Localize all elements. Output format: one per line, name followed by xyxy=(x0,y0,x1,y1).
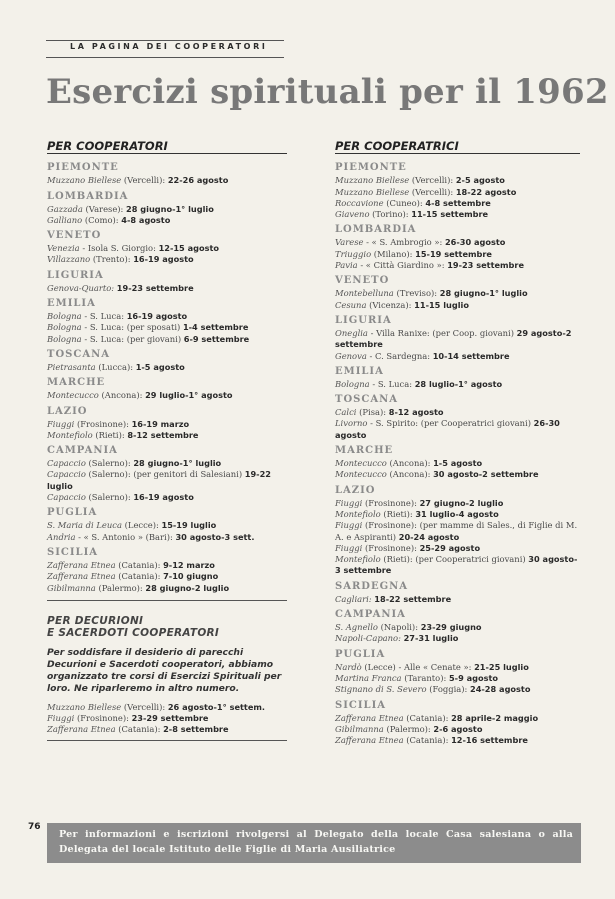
entry-place: Nardò xyxy=(335,661,362,672)
entry-date: 26-30 agosto xyxy=(444,237,506,248)
entry-date: 28 giugno-2 luglio xyxy=(145,582,230,593)
entry-date: 7-10 giugno xyxy=(163,571,219,582)
entry-detail: (Taranto): xyxy=(401,672,449,683)
entry-place: Bologna xyxy=(335,378,370,389)
schedule-entry xyxy=(47,311,287,322)
entry-date: 28 luglio-1° agosto xyxy=(414,378,503,389)
schedule-entry xyxy=(335,288,580,299)
entry-detail: - Isola S. Giorgio: xyxy=(79,243,159,254)
entry-place: Capaccio xyxy=(47,458,86,469)
entry-place: Martina Franca xyxy=(335,672,402,683)
schedule-entry xyxy=(335,328,580,351)
entry-place: Calci xyxy=(335,407,357,418)
entry-place: Bologna xyxy=(47,322,82,333)
region-heading: VENETO xyxy=(335,275,390,287)
left-regions xyxy=(47,161,287,594)
schedule-entry xyxy=(47,334,287,345)
entry-place: Fiuggi xyxy=(47,418,75,429)
entry-place: Montefiolo xyxy=(335,554,381,565)
schedule-entry xyxy=(47,215,287,226)
entry-date: 12-15 agosto xyxy=(158,243,220,254)
schedule-entry xyxy=(47,560,287,571)
header-rule-bottom xyxy=(46,57,284,58)
schedule-entry xyxy=(335,260,580,271)
entry-detail: (Treviso): xyxy=(393,288,440,299)
entry-place: Livorno xyxy=(335,418,368,429)
entry-date: 2-5 agosto xyxy=(455,175,505,186)
entry-date: 28 giugno-1° luglio xyxy=(439,288,528,299)
entry-place: Oneglia xyxy=(335,327,368,338)
schedule-entry xyxy=(47,419,287,430)
entry-place: Pavia xyxy=(335,260,358,271)
schedule-entry xyxy=(47,713,287,724)
entry-place: Fiuggi xyxy=(47,712,75,723)
schedule-entry xyxy=(47,430,287,441)
region-heading: LOMBARDIA xyxy=(335,224,417,236)
entry-detail: (Vicenza): xyxy=(366,299,415,310)
schedule-entry xyxy=(335,673,580,684)
entry-detail: (Vercelli): xyxy=(409,175,456,186)
entry-date: 9-12 marzo xyxy=(163,559,215,570)
decurioni-section xyxy=(47,615,287,736)
entry-date: 10-14 settembre xyxy=(432,350,510,361)
region-heading: EMILIA xyxy=(47,298,96,310)
entry-detail: (Catania): xyxy=(403,735,452,746)
schedule-entry xyxy=(47,571,287,582)
entry-place: Zafferana Etnea xyxy=(335,712,404,723)
schedule-entry xyxy=(47,532,287,543)
entry-place: Montecucco xyxy=(335,458,387,469)
entry-date: 19-23 settembre xyxy=(447,260,525,271)
entry-date: 21-25 luglio xyxy=(474,661,529,672)
right-column xyxy=(335,141,580,746)
entry-detail: - S. Luca: (per sposati) xyxy=(81,322,183,333)
entry-date: 18-22 settembre xyxy=(374,593,452,604)
entry-date: 1-5 agosto xyxy=(135,361,185,372)
region-heading: MARCHE xyxy=(335,445,394,457)
entry-place: Cagliari: xyxy=(335,593,372,604)
entry-date: 26-30 agosto xyxy=(335,418,560,440)
header-rule-top xyxy=(46,40,284,41)
entry-place: Venezia xyxy=(47,243,80,254)
entry-date: 27 giugno-2 luglio xyxy=(419,497,504,508)
entry-detail: (Cuneo): xyxy=(383,197,426,208)
entry-place: S. Agnello xyxy=(335,622,378,633)
entry-detail: (Trento): xyxy=(90,254,134,265)
entry-detail: (Palermo): xyxy=(95,582,146,593)
entry-detail: - « S. Ambrogio »: xyxy=(363,237,445,248)
schedule-entry xyxy=(335,418,580,441)
schedule-entry xyxy=(335,662,580,673)
entry-detail: (Salerno): xyxy=(85,458,134,469)
schedule-entry xyxy=(335,713,580,724)
entry-date: 1-5 agosto xyxy=(433,458,483,469)
entry-place: Montecucco xyxy=(335,469,387,480)
entry-date: 22-26 agosto xyxy=(167,175,229,186)
entry-detail: (Lecce): xyxy=(121,520,162,531)
entry-detail: (Frosinone): xyxy=(362,542,420,553)
schedule-entry xyxy=(47,254,287,265)
left-separator xyxy=(47,600,287,601)
region-heading: SARDEGNA xyxy=(335,580,409,592)
schedule-entry xyxy=(335,379,580,390)
entry-date: 1-4 settembre xyxy=(182,322,249,333)
entry-detail: - Villa Ranixe: (per Coop. giovani) xyxy=(367,327,517,338)
entry-place: Muzzano Biellese xyxy=(335,186,410,197)
entry-detail: - S. Spirito: (per Cooperatrici giovani) xyxy=(367,418,534,429)
section-kicker: LA PAGINA DEI COOPERATORI xyxy=(70,42,268,51)
entry-date: 28 giugno-1° luglio xyxy=(133,458,222,469)
entry-detail: - « S. Antonio » (Bari): xyxy=(75,531,176,542)
entry-date: 5-9 agosto xyxy=(448,672,499,683)
region-heading: PUGLIA xyxy=(47,507,98,519)
entry-detail: (Vercelli): xyxy=(409,186,456,197)
schedule-entry xyxy=(335,469,580,480)
region-heading: TOSCANA xyxy=(47,348,110,360)
entry-place: Capaccio xyxy=(47,469,86,480)
entry-place: Gibilmanna xyxy=(335,723,384,734)
schedule-entry xyxy=(47,322,287,333)
entry-place: Montefiolo xyxy=(47,429,93,440)
entry-detail: - S. Luca: xyxy=(81,311,127,322)
entry-date: 26 agosto-1° settem. xyxy=(167,701,266,712)
entry-detail: (Ancona): xyxy=(98,390,146,401)
region-heading: SICILIA xyxy=(335,699,387,711)
entry-place: Zafferana Etnea xyxy=(47,559,116,570)
entry-detail: (Rieti): xyxy=(380,508,416,519)
entry-place: Andria xyxy=(47,531,76,542)
region-heading: LOMBARDIA xyxy=(47,190,129,202)
region-heading: CAMPANIA xyxy=(335,609,406,621)
entry-detail: (Milano): xyxy=(371,248,416,259)
entry-detail: - S. Luca: (per giovani) xyxy=(81,333,184,344)
schedule-entry xyxy=(335,351,580,362)
schedule-entry xyxy=(47,204,287,215)
entry-place: Muzzano Biellese xyxy=(335,175,410,186)
entry-date: 12-16 settembre xyxy=(451,735,528,746)
entry-detail: (Frosinone): xyxy=(74,712,132,723)
entry-place: Montecucco xyxy=(47,390,99,401)
entry-detail: (Palermo): xyxy=(383,723,434,734)
schedule-entry xyxy=(47,243,287,254)
entry-detail: (Ancona): xyxy=(386,469,434,480)
schedule-entry xyxy=(47,520,287,531)
entry-detail: (Frosinone): xyxy=(362,497,420,508)
entry-place: Galliano xyxy=(47,214,83,225)
decurioni-heading-2: E SACERDOTI COOPERATORI xyxy=(47,626,220,639)
entry-detail: (Salerno): (per genitori di Salesiani) xyxy=(85,469,245,480)
region-heading: VENETO xyxy=(47,230,102,242)
entry-detail: (Lecce) - Alle « Cenate »: xyxy=(361,661,475,672)
region-heading: SICILIA xyxy=(47,546,99,558)
entry-detail: (Frosinone): xyxy=(74,418,132,429)
schedule-entry xyxy=(47,175,287,186)
entry-place: Genova xyxy=(335,350,367,361)
schedule-entry xyxy=(335,300,580,311)
entry-detail: (Foggia): xyxy=(426,684,471,695)
entry-place: Bologna xyxy=(47,311,82,322)
entry-place: Genova-Quarto: xyxy=(47,282,115,293)
entry-detail: (Frosinone): (per mamme di Sales., di Figlie di M. A. e Aspiranti) xyxy=(335,520,578,542)
schedule-entry xyxy=(335,622,580,633)
entry-date: 23-29 giugno xyxy=(420,622,482,633)
info-notice: Per informazioni e iscrizioni rivolgersi al Delegato della locale Casa salesiana o alla Delegata del locale Istituto delle Figlie di Maria Ausiliatrice xyxy=(47,823,581,863)
schedule-entry xyxy=(335,498,580,509)
entry-date: 11-15 luglio xyxy=(414,299,469,310)
entry-place: Giaveno xyxy=(335,209,370,220)
schedule-entry xyxy=(47,283,287,294)
schedule-entry xyxy=(335,209,580,220)
entry-date: 8-12 settembre xyxy=(127,429,199,440)
decurioni-entries xyxy=(47,702,287,736)
entry-date: 8-12 agosto xyxy=(388,407,444,418)
entry-place: Varese xyxy=(335,237,364,248)
entry-place: Fiuggi xyxy=(335,497,363,508)
entry-place: Muzzano Biellese xyxy=(47,175,122,186)
schedule-entry xyxy=(47,469,287,492)
entry-date: 24-28 agosto xyxy=(470,684,531,695)
region-heading: CAMPANIA xyxy=(47,445,118,457)
entry-detail: (Catania): xyxy=(115,571,164,582)
entry-date: 16-19 agosto xyxy=(126,311,188,322)
entry-date: 23-29 settembre xyxy=(131,712,209,723)
schedule-entry xyxy=(335,509,580,520)
schedule-entry xyxy=(335,407,580,418)
right-column-heading: PER COOPERATRICI xyxy=(335,141,580,154)
schedule-entry xyxy=(335,735,580,746)
entry-date: 31 luglio-4 agosto xyxy=(415,508,499,519)
schedule-entry xyxy=(335,724,580,735)
entry-detail: (Rieti): (per Cooperatrici giovani) xyxy=(380,554,529,565)
left-column-heading: PER COOPERATORI xyxy=(47,141,287,154)
entry-detail: (Como): xyxy=(82,214,122,225)
entry-date: 27-31 luglio xyxy=(403,633,459,644)
schedule-entry xyxy=(335,458,580,469)
entry-date: 28 giugno-1° luglio xyxy=(126,203,214,214)
entry-date: 19-22 luglio xyxy=(47,469,271,491)
region-heading: EMILIA xyxy=(335,365,384,377)
entry-place: Montebelluna xyxy=(335,288,394,299)
schedule-entry xyxy=(47,724,287,735)
entry-place: Fiuggi xyxy=(335,520,363,531)
entry-place: Cesuna xyxy=(335,299,367,310)
entry-date: 6-9 settembre xyxy=(183,333,250,344)
entry-place: Napoli-Capano: xyxy=(335,633,401,644)
entry-date: 15-19 luglio xyxy=(161,520,217,531)
entry-detail: (Vercelli): xyxy=(121,175,168,186)
schedule-entry xyxy=(47,583,287,594)
decurioni-heading-1: PER DECURIONI xyxy=(47,614,144,627)
entry-detail: (Ancona): xyxy=(386,458,434,469)
entry-place: Villazzano xyxy=(47,254,91,265)
entry-detail: (Lucca): xyxy=(95,361,136,372)
entry-place: Bologna xyxy=(47,333,82,344)
entry-place: Gazzada xyxy=(47,203,83,214)
region-heading: PIEMONTE xyxy=(335,162,407,174)
entry-place: Roccavione xyxy=(335,197,384,208)
entry-place: Zafferana Etnea xyxy=(47,724,116,735)
entry-place: Zafferana Etnea xyxy=(47,571,116,582)
entry-date: 30 agosto-3 settembre xyxy=(335,554,578,576)
entry-place: Pietrasanta xyxy=(47,361,96,372)
entry-detail: (Varese): xyxy=(82,203,127,214)
entry-date: 20-24 agosto xyxy=(398,531,460,542)
schedule-entry xyxy=(335,594,580,605)
entry-detail: - C. Sardegna: xyxy=(366,350,433,361)
schedule-entry xyxy=(335,554,580,577)
schedule-entry xyxy=(47,458,287,469)
region-heading: LIGURIA xyxy=(47,269,104,281)
decurioni-text: Per soddisfare il desiderio di parecchi Decurioni e Sacerdoti cooperatori, abbiamo organizzato tre corsi di Esercizi Spirituali per loro. Ne riparleremo in altro numero. xyxy=(47,646,282,695)
schedule-entry xyxy=(335,249,580,260)
schedule-entry xyxy=(335,187,580,198)
entry-place: Montefiolo xyxy=(335,508,381,519)
schedule-entry xyxy=(335,520,580,543)
schedule-entry xyxy=(47,362,287,373)
region-heading: PIEMONTE xyxy=(47,162,119,174)
entry-detail: (Pisa): xyxy=(356,407,389,418)
schedule-entry xyxy=(335,543,580,554)
entry-date: 4-8 settembre xyxy=(425,197,491,208)
entry-place: Capaccio xyxy=(47,492,86,503)
entry-date: 29 luglio-1° agosto xyxy=(145,390,233,401)
entry-detail: (Rieti): xyxy=(92,429,128,440)
entry-place: S. Maria di Leuca xyxy=(47,520,122,531)
region-heading: LAZIO xyxy=(335,484,376,496)
entry-date: 16-19 marzo xyxy=(131,418,190,429)
region-heading: LAZIO xyxy=(47,405,88,417)
region-heading: TOSCANA xyxy=(335,394,398,406)
entry-detail: (Torino): xyxy=(369,209,412,220)
entry-date: 30 agosto-2 settembre xyxy=(433,469,539,480)
entry-place: Zafferana Etnea xyxy=(335,735,404,746)
entry-date: 19-23 settembre xyxy=(116,282,194,293)
schedule-entry xyxy=(335,198,580,209)
schedule-entry xyxy=(335,175,580,186)
region-heading: LIGURIA xyxy=(335,314,392,326)
entry-date: 30 agosto-3 sett. xyxy=(175,531,255,542)
entry-detail: - « Città Giardino »: xyxy=(357,260,448,271)
entry-date: 16-19 agosto xyxy=(133,254,194,265)
entry-detail: (Catania): xyxy=(403,712,452,723)
page-title: Esercizi spirituali per il 1962 xyxy=(46,72,609,112)
entry-date: 28 aprile-2 maggio xyxy=(451,712,539,723)
entry-detail: (Catania): xyxy=(115,559,164,570)
page-number: 76 xyxy=(28,822,41,832)
entry-detail: (Napoli): xyxy=(377,622,421,633)
entry-date: 11-15 settembre xyxy=(411,209,489,220)
region-heading: MARCHE xyxy=(47,377,106,389)
left-column xyxy=(47,141,287,745)
schedule-entry xyxy=(47,390,287,401)
schedule-entry xyxy=(335,237,580,248)
entry-detail: (Catania): xyxy=(115,724,164,735)
entry-date: 4-8 agosto xyxy=(121,214,171,225)
entry-date: 16-19 agosto xyxy=(133,492,194,503)
entry-date: 29 agosto-2 settembre xyxy=(335,327,572,350)
entry-place: Gibilmanna xyxy=(47,582,96,593)
entry-place: Fiuggi xyxy=(335,542,363,553)
entry-place: Muzzano Biellese xyxy=(47,701,122,712)
entry-place: Triuggio xyxy=(335,248,372,259)
entry-date: 2-8 settembre xyxy=(163,724,229,735)
entry-date: 2-6 agosto xyxy=(433,723,483,734)
schedule-entry xyxy=(47,492,287,503)
entry-date: 25-29 agosto xyxy=(419,542,481,553)
entry-date: 18-22 agosto xyxy=(455,186,517,197)
schedule-entry xyxy=(335,633,580,644)
entry-detail: - S. Luca: xyxy=(369,378,415,389)
right-regions xyxy=(335,161,580,746)
entry-date: 15-19 settembre xyxy=(415,248,492,259)
entry-detail: (Salerno): xyxy=(85,492,134,503)
region-heading: PUGLIA xyxy=(335,648,386,660)
left-bottom-separator xyxy=(47,740,287,741)
entry-place: Stignano di S. Severo xyxy=(335,684,427,695)
entry-detail: (Vercelli): xyxy=(121,701,168,712)
schedule-entry xyxy=(335,684,580,695)
schedule-entry xyxy=(47,702,287,713)
